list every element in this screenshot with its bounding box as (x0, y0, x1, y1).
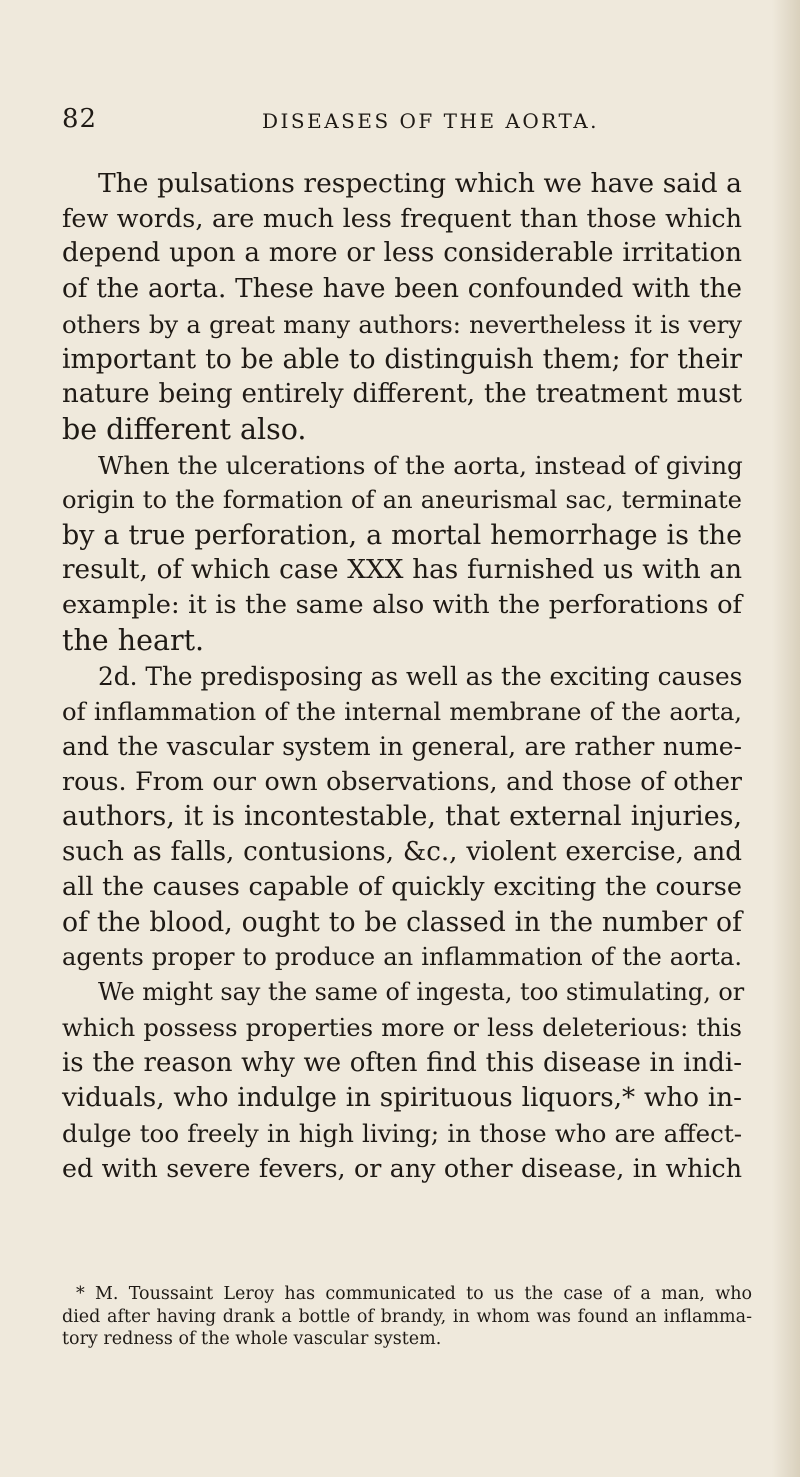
page-header (0, 104, 800, 144)
text-line: nature being entirely different, the treatment must (62, 379, 742, 410)
footnote-line: died after having drank a bottle of brandy, in whom was found an inflamma- (62, 1306, 752, 1327)
paragraph (62, 166, 742, 448)
text-line: result, of which case XXX has furnished us with an (62, 555, 742, 586)
text-line: When the ulcerations of the aorta, instead of giving (98, 450, 743, 480)
text-line: and the vascular system in general, are rather nume- (62, 732, 742, 761)
text-line: few words, are much less frequent than those which (62, 203, 742, 234)
text-line: viduals, who indulge in spirituous liquors,* who in- (62, 1082, 742, 1113)
text-line: rous. From our own observations, and those of other (62, 767, 742, 797)
text-line: origin to the formation of an aneurismal sac, terminate (62, 485, 742, 514)
footnote (62, 1283, 752, 1351)
paragraph (62, 448, 742, 659)
text-line: important to be able to distinguish them; for their (62, 343, 742, 375)
running-head: DISEASES OF THE AORTA. (262, 109, 600, 133)
text-line: The pulsations respecting which we have said a (98, 168, 742, 199)
text-line: of the blood, ought to be classed in the number of (62, 906, 742, 938)
text-line: 2d. The predisposing as well as the exciting causes (98, 661, 743, 691)
text-line: the heart. (62, 624, 205, 658)
body-text (62, 166, 745, 1186)
text-line: be different also. (62, 413, 307, 447)
text-line: agents proper to produce an inflammation of the aorta. (62, 943, 742, 972)
page-number: 82 (62, 104, 98, 134)
text-line: authors, it is incontestable, that external injuries, (62, 801, 742, 833)
text-line: of the aorta. These have been confounded with the (62, 273, 742, 304)
footnote-line: * M. Toussaint Leroy has communicated to us the case of a man, who (76, 1284, 752, 1304)
text-line: ed with severe fevers, or any other disease, in which (62, 1154, 742, 1184)
text-line: others by a great many authors: nevertheless it is very (62, 309, 742, 339)
footnote-line: tory redness of the whole vascular system. (62, 1329, 442, 1349)
text-line: of inflammation of the internal membrane of the aorta, (62, 696, 742, 726)
text-line: depend upon a more or less considerable irritation (62, 238, 742, 269)
text-line: all the causes capable of quickly exciting the course (62, 871, 742, 902)
text-line: dulge too freely in high living; in those who are affect- (62, 1119, 742, 1149)
text-line: which possess properties more or less deleterious: this (62, 1013, 742, 1042)
page-edge-shadow (772, 0, 800, 1477)
text-line: such as falls, contusions, &c., violent exercise, and (62, 836, 742, 867)
text-line: example: it is the same also with the perforations of (62, 590, 742, 621)
text-line: We might say the same of ingesta, too stimulating, or (98, 978, 745, 1007)
text-line: by a true perforation, a mortal hemorrhage is the (62, 519, 742, 551)
paragraph (62, 659, 745, 1187)
text-line: is the reason why we often find this disease in indi- (62, 1047, 742, 1078)
